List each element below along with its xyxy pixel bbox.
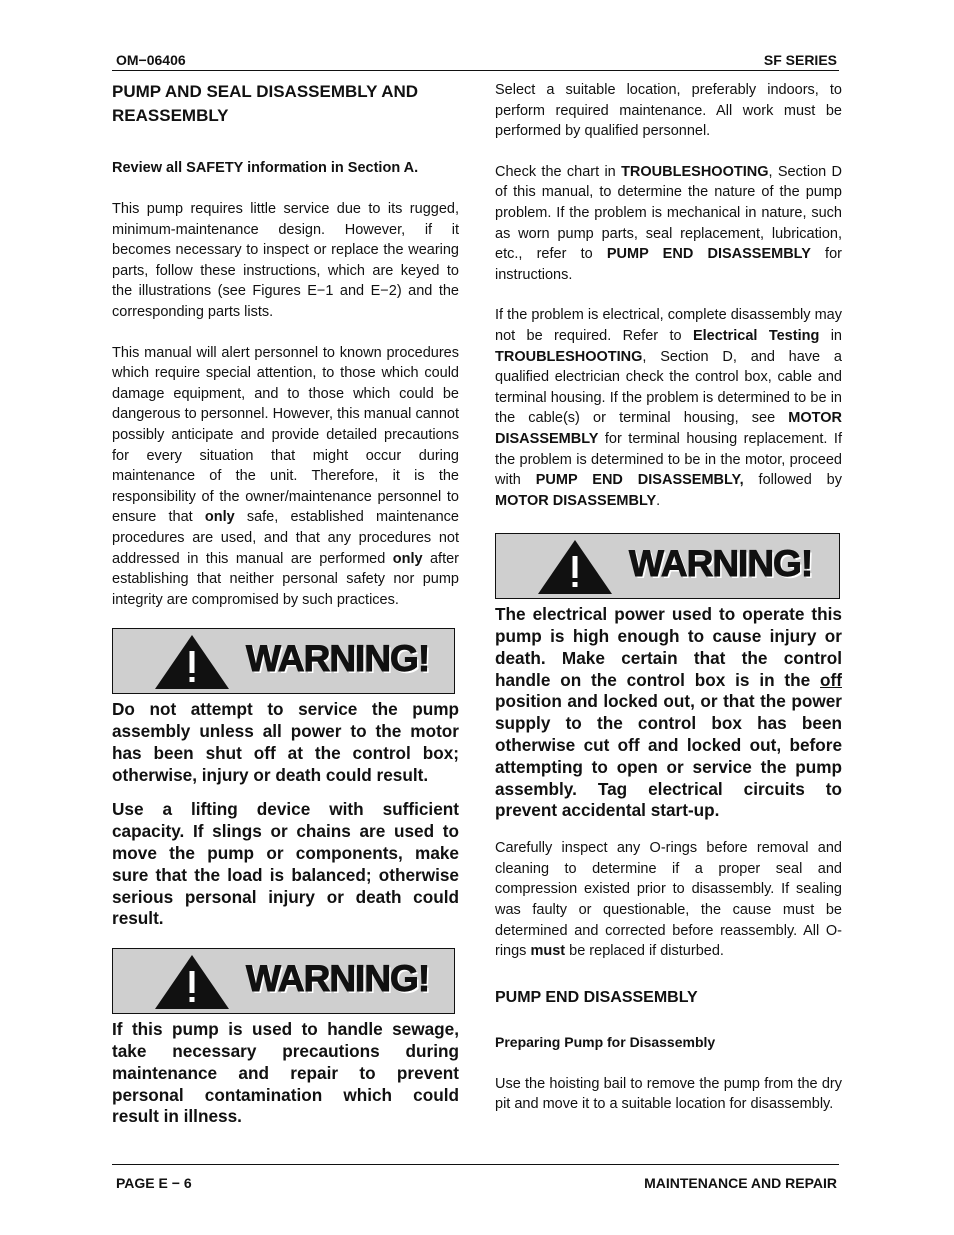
troubleshooting-paragraph: Check the chart in TROUBLESHOOTING, Section D of this manual, to determine the nature of the pump problem. If the problem is mechanical in nature, such as worn pump parts, seal replacement, lubrication, etc., refer to PUMP END DISASSEMBLY for instructions. (495, 163, 842, 283)
preparing-pump-heading: Preparing Pump for Disassembly (495, 1033, 716, 1050)
warning-triangle-icon (153, 633, 231, 691)
warning-label: WARNING! (629, 543, 813, 585)
warning-lifting-text: Use a lifting device with sufficient capacity. If slings or chains are used to move the pump or components, make sure that the load is balanced; otherwise serious personal injury or death could result. (112, 799, 459, 929)
responsibility-paragraph: This manual will alert personnel to known procedures which require special attention, to those which could damage equipment, and to those which could be dangerous to personnel. However, this manual cannot possibly anticipate and provide detailed precautions for every situation that might occur during maintenance of the unit. Therefore, it is the responsibility of the owner/maintenance personnel to ensure that only safe, established maintenance procedures are used, and that any procedures not addressed in this manual are performed only after establishing that neither personal safety nor pump integrity are compromised by such practices. (112, 344, 459, 608)
warning-box (112, 948, 455, 1014)
intro-paragraph: This pump requires little service due to its rugged, minimum-maintenance design. However, if it becomes necessary to inspect or replace the wearing parts, follow these instructions, which are keyed to the illustrations (see Figures E−1 and E−2) and the corresponding parts lists. (112, 201, 459, 320)
footer-rule (112, 1164, 839, 1165)
doc-number: OM−06406 (116, 52, 186, 68)
pump-end-disassembly-heading: PUMP END DISASSEMBLY (495, 988, 698, 1006)
electrical-paragraph: If the problem is electrical, complete disassembly may not be required. Refer to Electrical Testing in TROUBLESHOOTING, Section D, and have a qualified electrician check the control box, cable and terminal housing. If the problem is determined to be in the cable(s) or terminal housing, see MOTOR DISASSEMBLY for terminal housing replacement. If the problem is determined to be in the motor, proceed with PUMP END DISASSEMBLY, followed by MOTOR DISASSEMBLY. (495, 307, 842, 509)
o-ring-paragraph: Carefully inspect any O-rings before removal and cleaning to determine if a proper seal and compression existed prior to disassembly. If sealing was faulty or questionable, the cause must be determined and corrected before reassembly. All O-rings must be replaced if disturbed. (495, 840, 842, 960)
hoisting-paragraph: Use the hoisting bail to remove the pump from the dry pit and move it to a suitable location for disassembly. (495, 1075, 842, 1113)
left-column (112, 80, 459, 1128)
page-number: PAGE E − 6 (116, 1175, 192, 1191)
warning-sewage-text: If this pump is used to handle sewage, take necessary precautions during maintenance and repair to prevent personal contamination which could result in illness. (112, 1019, 459, 1127)
warning-triangle-icon (536, 538, 614, 596)
warning-box (112, 628, 455, 694)
location-paragraph: Select a suitable location, preferably indoors, to perform required maintenance. All work must be performed by qualified personnel. (495, 82, 842, 140)
warning-box (495, 533, 840, 599)
footer-section: MAINTENANCE AND REPAIR (644, 1175, 837, 1191)
series-name: SF SERIES (763, 52, 837, 68)
header-rule (112, 70, 839, 71)
warning-power-text: Do not attempt to service the pump assembly unless all power to the motor has been shut off at the control box; otherwise, injury or death could result. (112, 699, 459, 785)
warning-label: WARNING! (246, 638, 430, 680)
warning-triangle-icon (153, 953, 231, 1011)
section-title: PUMP AND SEAL DISASSEMBLY AND REASSEMBLY (112, 82, 419, 125)
right-column (495, 80, 842, 1115)
warning-label: WARNING! (246, 958, 430, 1000)
safety-note: Review all SAFETY information in Section A. (112, 160, 419, 176)
warning-electrical-text: The electrical power used to operate this pump is high enough to cause injury or death. Make certain that the control handle on the control box is in the off position and locked out, or that the power supply to the control box has been otherwise cut off and locked out, before attempting to open or service the pump assembly. Tag electrical circuits to prevent accidental start-up. (495, 604, 842, 821)
